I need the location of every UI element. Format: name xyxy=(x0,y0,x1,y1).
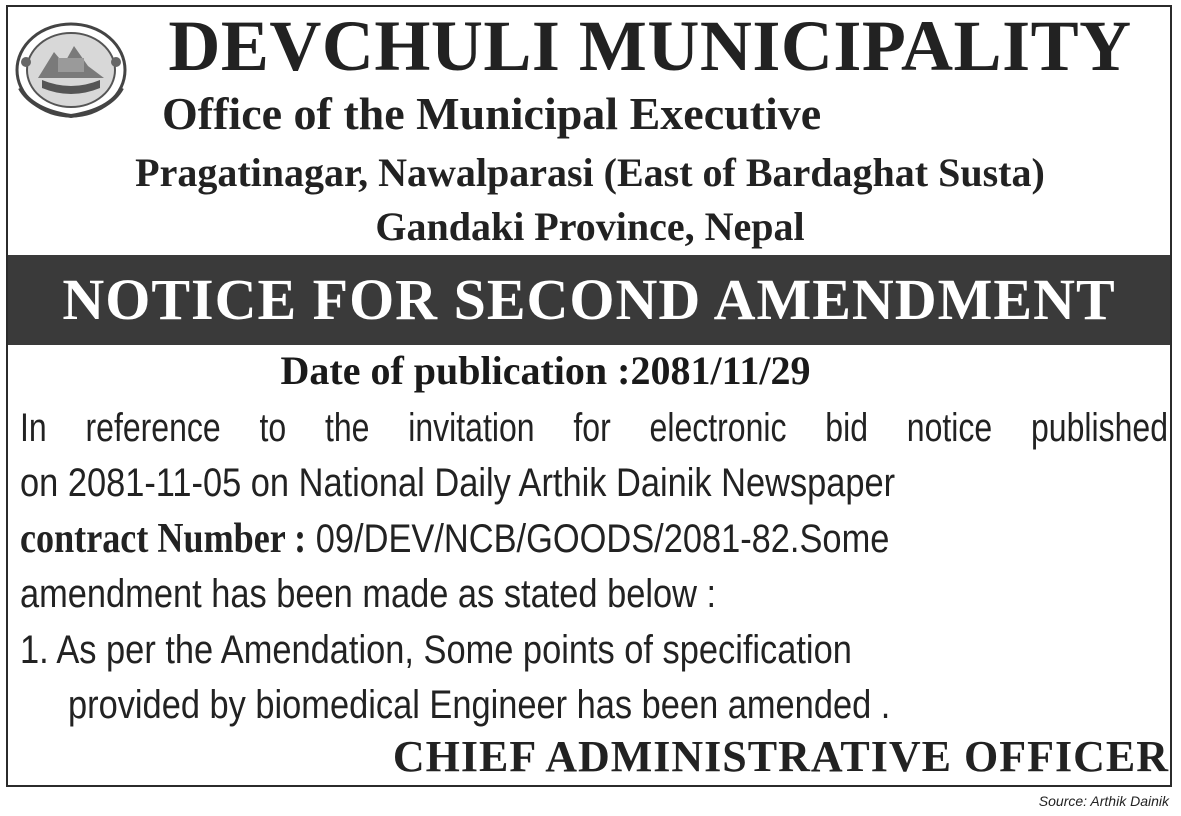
publication-date-value: 2081/11/29 xyxy=(630,348,811,393)
contract-number-label: contract Number : xyxy=(20,516,307,562)
office-province: Gandaki Province, Nepal xyxy=(375,204,805,249)
publication-date xyxy=(0,344,1181,398)
body-line-2: on 2081-11-05 on National Daily Arthik Dainik Newspaper xyxy=(20,461,896,505)
body-line-4: amendment has been made as stated below : xyxy=(20,572,717,616)
source-credit: Source: Arthik Dainik xyxy=(1038,793,1169,809)
office-address: Pragatinagar, Nawalparasi (East of Bardaghat Susta) xyxy=(135,150,1045,195)
amendment-item-1-line-1: 1. As per the Amendation, Some points of specification xyxy=(20,628,852,672)
municipality-title: DEVCHULI MUNICIPALITY xyxy=(168,6,1132,86)
notice-heading: NOTICE FOR SECOND AMENDMENT xyxy=(8,255,1170,345)
body-line-1: In reference to the invitation for electronic bid notice published xyxy=(20,406,1168,450)
signature-title: CHIEF ADMINISTRATIVE OFFICER xyxy=(392,732,1169,781)
publication-date-label: Date of publication : xyxy=(280,348,631,393)
office-name: Office of the Municipal Executive xyxy=(162,88,822,139)
government-of-nepal-emblem-icon xyxy=(12,18,130,122)
contract-number-value: 09/DEV/NCB/GOODS/2081-82.Some xyxy=(306,517,890,561)
contract-number-line xyxy=(20,511,1168,567)
amendment-item-1-line-2: provided by biomedical Engineer has been amended . xyxy=(68,683,891,727)
